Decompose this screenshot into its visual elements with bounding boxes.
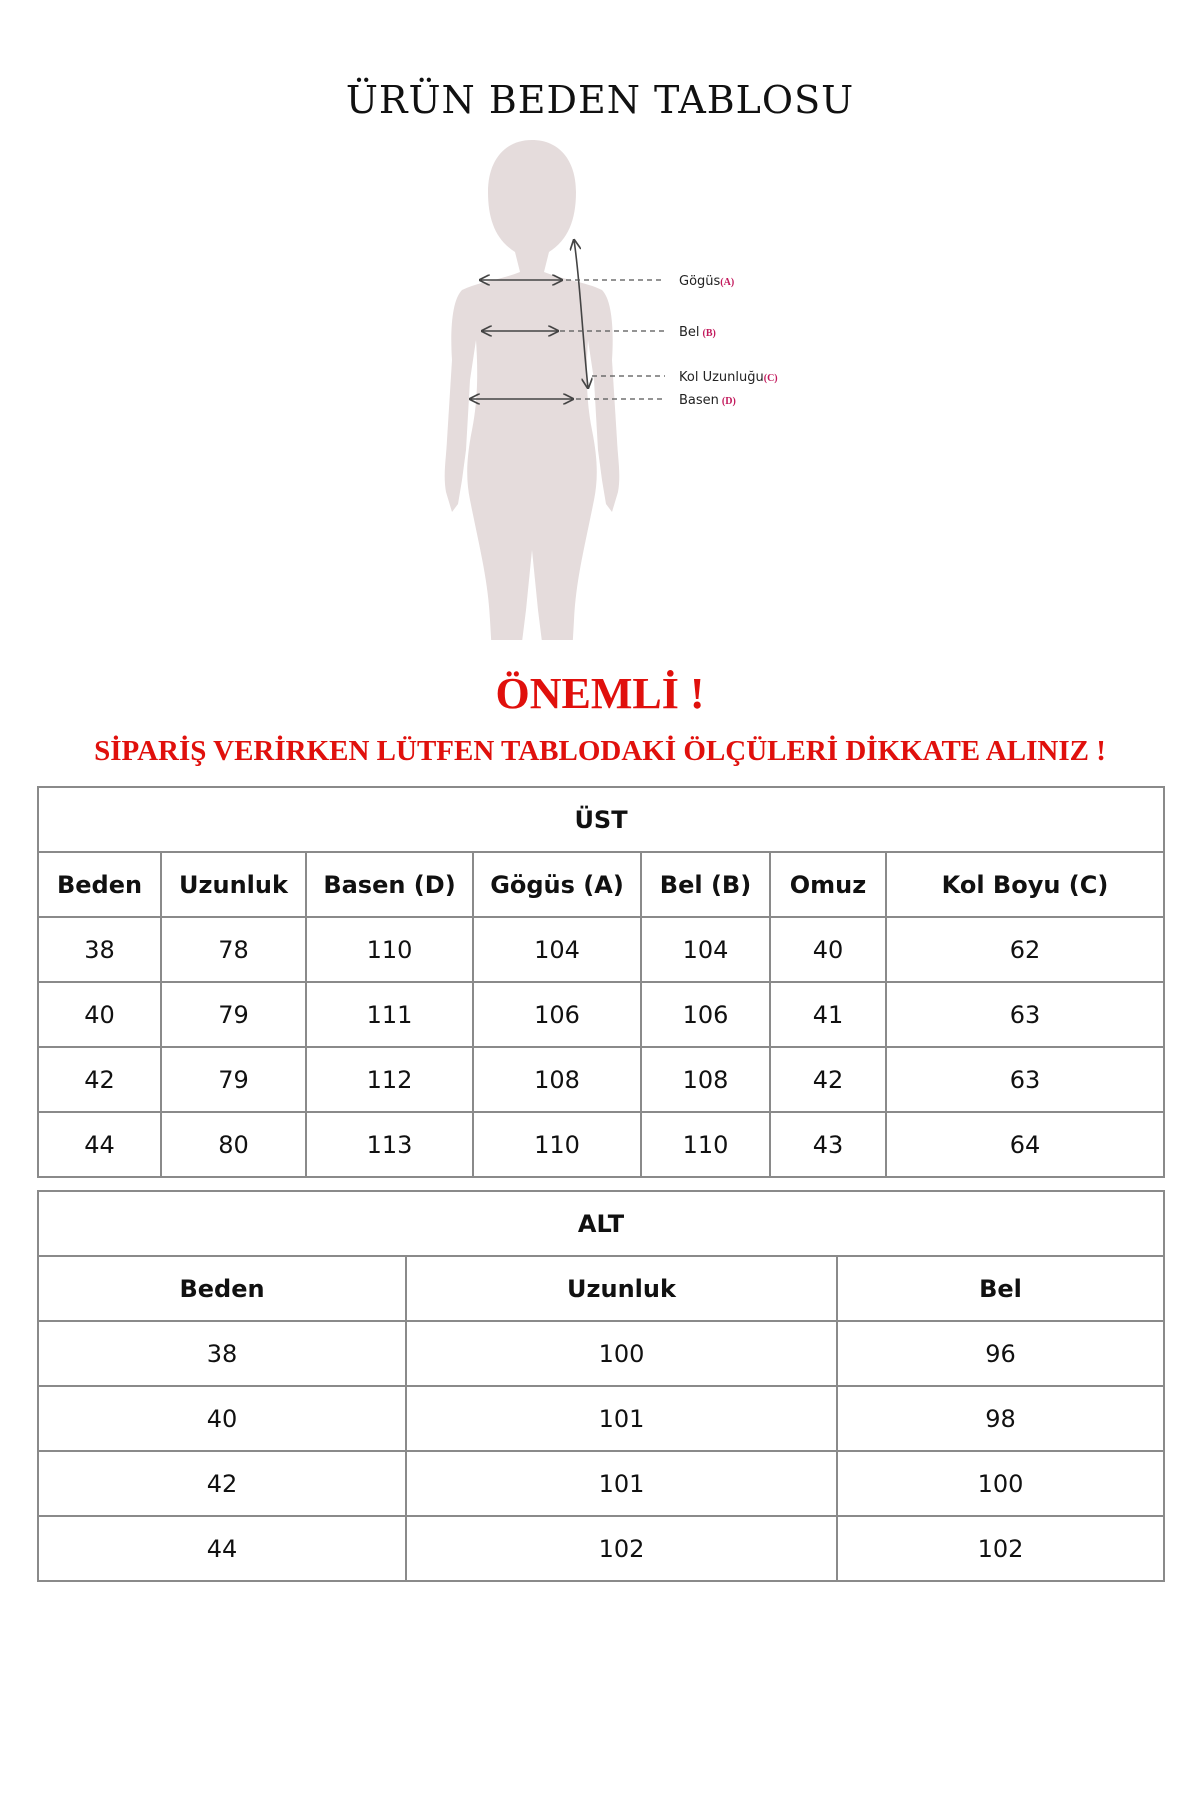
table-cell: 63 bbox=[886, 1047, 1164, 1112]
table-cell: 100 bbox=[406, 1321, 837, 1386]
table-cell: 40 bbox=[38, 1386, 406, 1451]
table-cell: 44 bbox=[38, 1112, 161, 1177]
table-cell: 101 bbox=[406, 1451, 837, 1516]
table-cell: 108 bbox=[473, 1047, 641, 1112]
table-cell: 108 bbox=[641, 1047, 770, 1112]
table-cell: 101 bbox=[406, 1386, 837, 1451]
ust-heading-row bbox=[38, 787, 1164, 852]
table-cell: 80 bbox=[161, 1112, 306, 1177]
table-cell: 100 bbox=[837, 1451, 1164, 1516]
column-header: Beden bbox=[38, 852, 161, 917]
body-silhouette-diagram bbox=[0, 140, 1200, 640]
table-cell: 96 bbox=[837, 1321, 1164, 1386]
table-row bbox=[38, 982, 1164, 1047]
table-row bbox=[38, 1451, 1164, 1516]
label-gogus: Gögüs(A) bbox=[679, 274, 735, 289]
table-cell: 44 bbox=[38, 1516, 406, 1581]
table-cell: 42 bbox=[38, 1047, 161, 1112]
table-cell: 62 bbox=[886, 917, 1164, 982]
table-row bbox=[38, 1386, 1164, 1451]
column-header: Beden bbox=[38, 1256, 406, 1321]
table-cell: 106 bbox=[473, 982, 641, 1047]
table-cell: 63 bbox=[886, 982, 1164, 1047]
alt-header-row bbox=[38, 1256, 1164, 1321]
table-row bbox=[38, 1047, 1164, 1112]
table-cell: 111 bbox=[306, 982, 473, 1047]
column-header: Omuz bbox=[770, 852, 886, 917]
table-cell: 102 bbox=[837, 1516, 1164, 1581]
column-header: Bel (B) bbox=[641, 852, 770, 917]
column-header: Uzunluk bbox=[161, 852, 306, 917]
alt-size-table bbox=[37, 1190, 1165, 1582]
table-cell: 38 bbox=[38, 917, 161, 982]
table-cell: 110 bbox=[306, 917, 473, 982]
table-cell: 40 bbox=[770, 917, 886, 982]
ust-heading: ÜST bbox=[38, 787, 1164, 852]
table-cell: 43 bbox=[770, 1112, 886, 1177]
column-header: Gögüs (A) bbox=[473, 852, 641, 917]
alt-heading: ALT bbox=[38, 1191, 1164, 1256]
table-cell: 41 bbox=[770, 982, 886, 1047]
table-cell: 112 bbox=[306, 1047, 473, 1112]
column-header: Uzunluk bbox=[406, 1256, 837, 1321]
table-cell: 104 bbox=[641, 917, 770, 982]
table-cell: 38 bbox=[38, 1321, 406, 1386]
table-cell: 42 bbox=[770, 1047, 886, 1112]
table-cell: 106 bbox=[641, 982, 770, 1047]
table-cell: 78 bbox=[161, 917, 306, 982]
table-cell: 110 bbox=[641, 1112, 770, 1177]
table-cell: 102 bbox=[406, 1516, 837, 1581]
table-cell: 42 bbox=[38, 1451, 406, 1516]
woman-silhouette bbox=[445, 140, 620, 640]
table-row bbox=[38, 917, 1164, 982]
table-cell: 79 bbox=[161, 982, 306, 1047]
label-basen: Basen (D) bbox=[679, 393, 736, 408]
label-bel: Bel (B) bbox=[679, 325, 716, 340]
table-row bbox=[38, 1112, 1164, 1177]
column-header: Kol Boyu (C) bbox=[886, 852, 1164, 917]
table-row bbox=[38, 1321, 1164, 1386]
important-heading: ÖNEMLİ ! bbox=[495, 669, 705, 718]
table-cell: 104 bbox=[473, 917, 641, 982]
table-cell: 110 bbox=[473, 1112, 641, 1177]
table-cell: 79 bbox=[161, 1047, 306, 1112]
order-notice: SİPARİŞ VERİRKEN LÜTFEN TABLODAKİ ÖLÇÜLERİ DİKKATE ALINIZ ! bbox=[94, 735, 1106, 767]
column-header: Bel bbox=[837, 1256, 1164, 1321]
table-cell: 113 bbox=[306, 1112, 473, 1177]
ust-header-row bbox=[38, 852, 1164, 917]
ust-size-table bbox=[37, 786, 1165, 1178]
label-kol-uzunlugu: Kol Uzunluğu(C) bbox=[679, 370, 778, 385]
table-cell: 98 bbox=[837, 1386, 1164, 1451]
table-cell: 40 bbox=[38, 982, 161, 1047]
page-title: ÜRÜN BEDEN TABLOSU bbox=[345, 78, 855, 122]
table-row bbox=[38, 1516, 1164, 1581]
alt-heading-row bbox=[38, 1191, 1164, 1256]
body-measurement-figure bbox=[0, 140, 1200, 640]
column-header: Basen (D) bbox=[306, 852, 473, 917]
table-cell: 64 bbox=[886, 1112, 1164, 1177]
